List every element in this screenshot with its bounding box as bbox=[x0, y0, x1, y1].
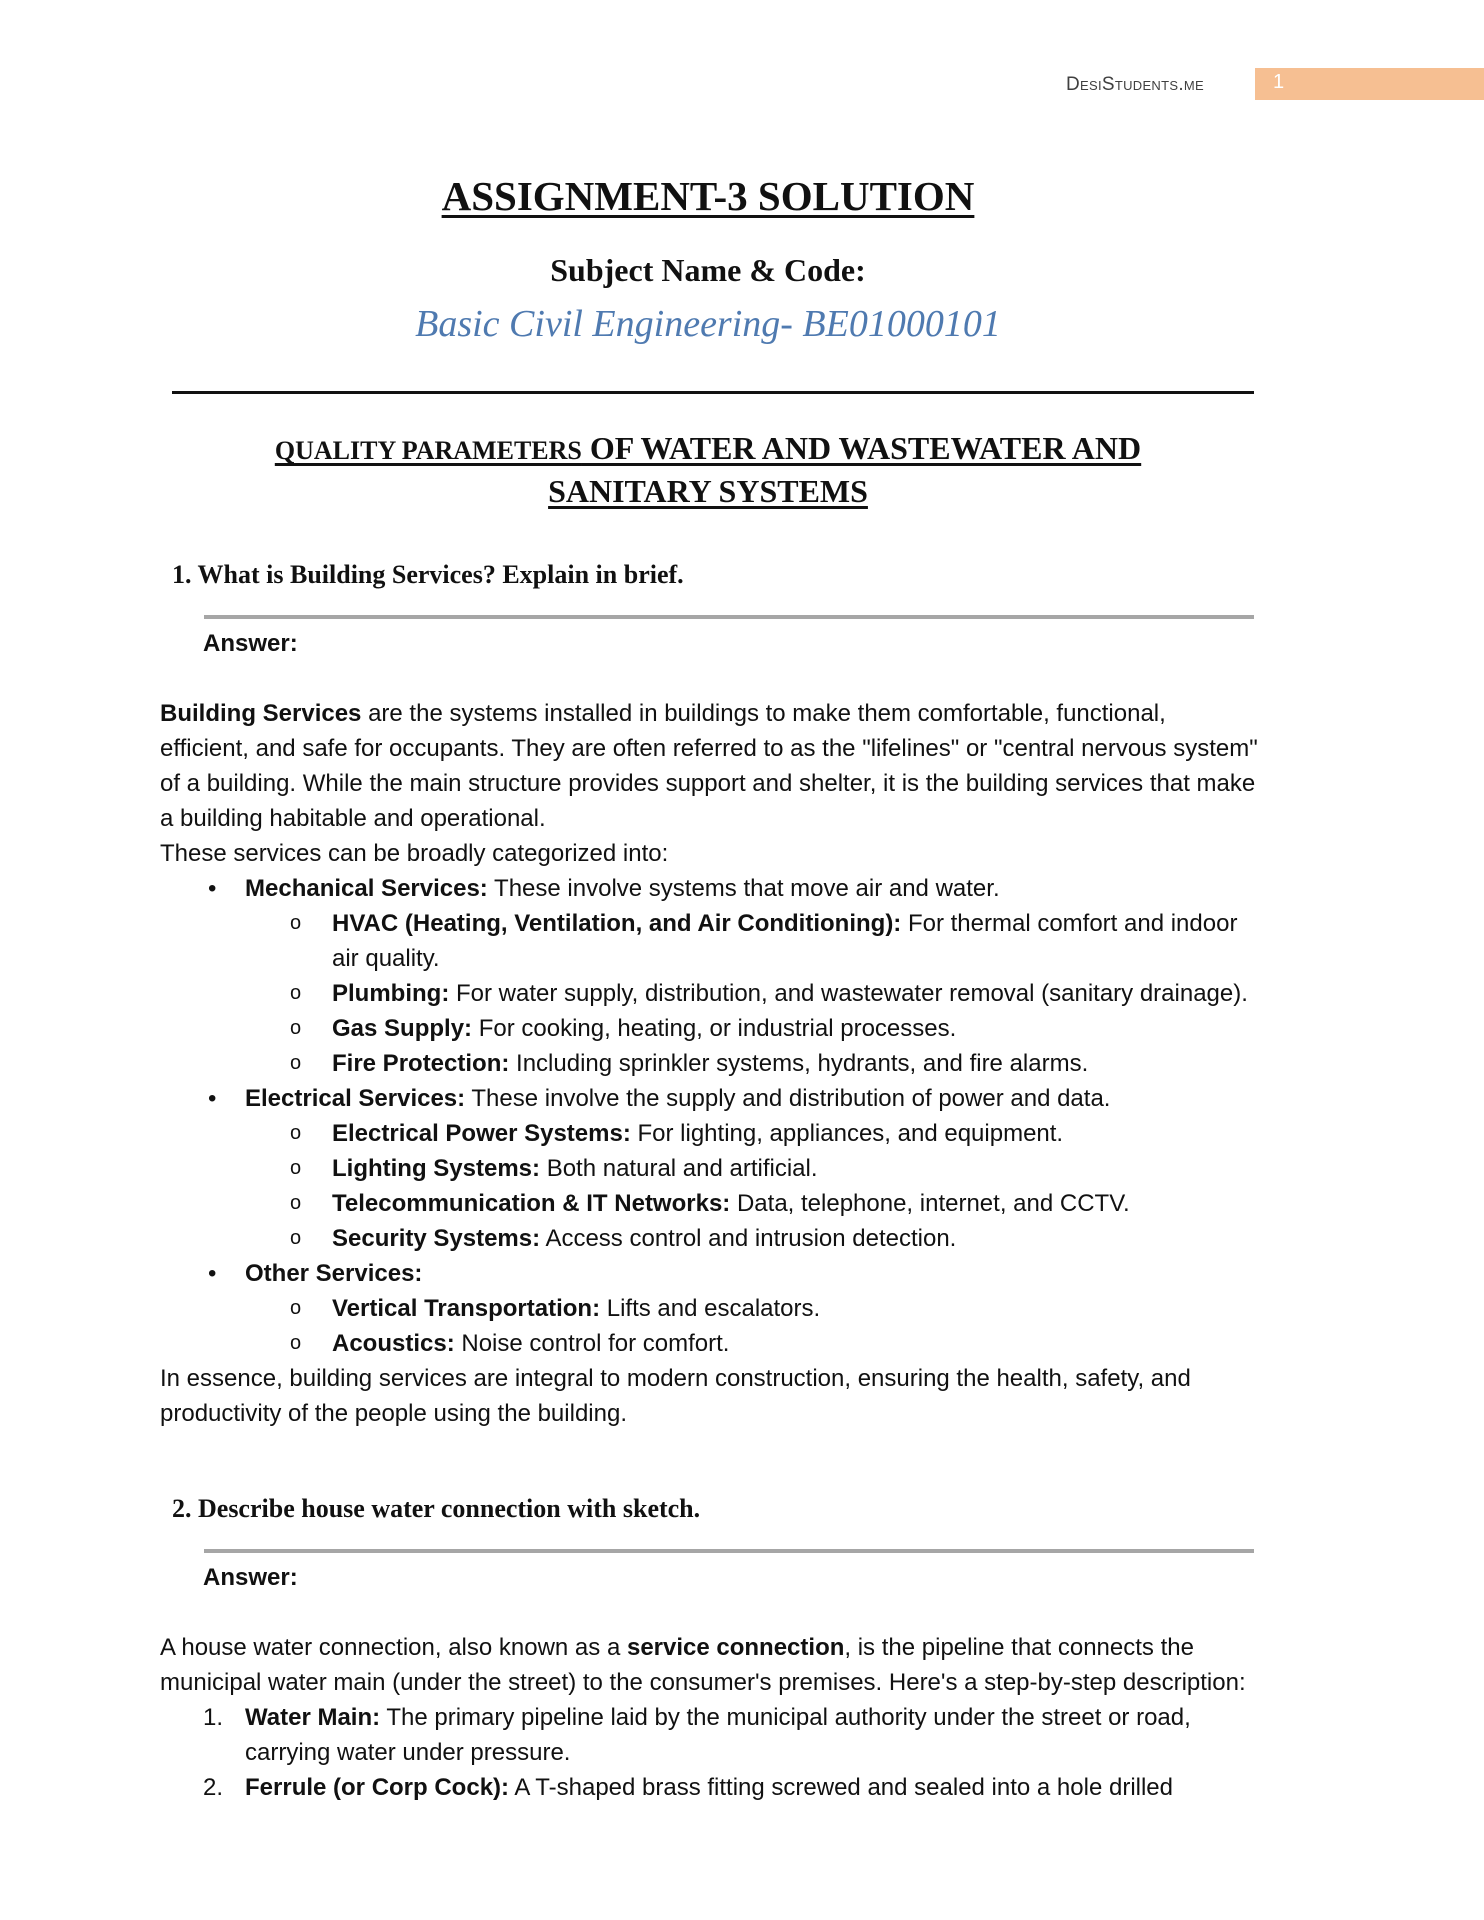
header-site-name: DesiStudents.me bbox=[1066, 74, 1205, 95]
list-item-mechanical: • Mechanical Services: These involve systems that move air and water. bbox=[160, 871, 1260, 906]
circle-bullet-icon: o bbox=[290, 1227, 302, 1249]
list-item-water-main: 1. Water Main: The primary pipeline laid by the municipal authority under the street or road, carrying water under pressure. bbox=[160, 1700, 1260, 1770]
list-item-ferrule: 2. Ferrule (or Corp Cock): A T-shaped brass fitting screwed and sealed into a hole drilled bbox=[160, 1770, 1260, 1805]
answer-2-intro: A house water connection, also known as a service connection, is the pipeline that connects the municipal water main (under the street) to the consumer's premises. Here's a step-by-step description: bbox=[160, 1634, 1246, 1696]
list-item-electrical: • Electrical Services: These involve the supply and distribution of power and data. bbox=[160, 1081, 1260, 1116]
bullet-icon: • bbox=[208, 875, 217, 902]
list-item-plumbing: o Plumbing: For water supply, distribution, and wastewater removal (sanitary drainage). bbox=[160, 976, 1260, 1011]
answer-1-body bbox=[160, 696, 1260, 1431]
step-number: 2. bbox=[203, 1774, 224, 1801]
list-item-lighting: o Lighting Systems: Both natural and artificial. bbox=[160, 1151, 1260, 1186]
list-item-vertical-transport: o Vertical Transportation: Lifts and escalators. bbox=[160, 1291, 1260, 1326]
circle-bullet-icon: o bbox=[290, 982, 302, 1004]
answer-1-conclusion: In essence, building services are integral to modern construction, ensuring the health, safety, and productivity of the people using the building. bbox=[160, 1365, 1191, 1427]
list-item-telecom: o Telecommunication & IT Networks: Data, telephone, internet, and CCTV. bbox=[160, 1186, 1260, 1221]
bullet-icon: • bbox=[208, 1085, 217, 1112]
list-item-fire-protection: o Fire Protection: Including sprinkler systems, hydrants, and fire alarms. bbox=[160, 1046, 1260, 1081]
list-item-other: • Other Services: bbox=[160, 1256, 1260, 1291]
answer-label-2: Answer: bbox=[203, 1564, 298, 1591]
circle-bullet-icon: o bbox=[290, 912, 302, 934]
answer-label-1: Answer: bbox=[203, 630, 298, 657]
circle-bullet-icon: o bbox=[290, 1332, 302, 1354]
list-item-acoustics: o Acoustics: Noise control for comfort. bbox=[160, 1326, 1260, 1361]
circle-bullet-icon: o bbox=[290, 1157, 302, 1179]
divider-rule bbox=[172, 391, 1254, 394]
circle-bullet-icon: o bbox=[290, 1052, 302, 1074]
document-title: ASSIGNMENT-3 SOLUTION bbox=[441, 173, 975, 219]
page-number-box bbox=[1255, 68, 1484, 100]
bullet-icon: • bbox=[208, 1260, 217, 1287]
page-number: 1 bbox=[1273, 71, 1285, 93]
subject-value: Basic Civil Engineering- BE01000101 bbox=[415, 303, 1001, 345]
section-heading: QUALITY PARAMETERS OF WATER AND WASTEWATER AND SANITARY SYSTEMS bbox=[274, 430, 1142, 509]
question-1-rule bbox=[204, 615, 1254, 619]
list-item-gas-supply: o Gas Supply: For cooking, heating, or industrial processes. bbox=[160, 1011, 1260, 1046]
circle-bullet-icon: o bbox=[290, 1122, 302, 1144]
answer-1-categorize: These services can be broadly categorized into: bbox=[160, 840, 669, 867]
circle-bullet-icon: o bbox=[290, 1192, 302, 1214]
subject-label: Subject Name & Code: bbox=[550, 252, 866, 288]
circle-bullet-icon: o bbox=[290, 1297, 302, 1319]
list-item-security: o Security Systems: Access control and intrusion detection. bbox=[160, 1221, 1260, 1256]
answer-1-intro: Building Services are the systems installed in buildings to make them comfortable, functional, efficient, and safe for occupants. They are often referred to as the "lifelines" or "central nervous system" of a building. While the main structure provides support and shelter, it is the building services that make a building habitable and operational. bbox=[160, 700, 1258, 832]
circle-bullet-icon: o bbox=[290, 1017, 302, 1039]
question-2: 2. Describe house water connection with sketch. bbox=[172, 1494, 701, 1523]
step-number: 1. bbox=[203, 1704, 224, 1731]
list-item-electrical-power: o Electrical Power Systems: For lighting, appliances, and equipment. bbox=[160, 1116, 1260, 1151]
answer-2-body bbox=[160, 1630, 1260, 1805]
list-item-hvac: o HVAC (Heating, Ventilation, and Air Conditioning): For thermal comfort and indoor air quality. bbox=[160, 906, 1260, 976]
question-1: 1. What is Building Services? Explain in brief. bbox=[172, 560, 684, 589]
question-2-rule bbox=[204, 1549, 1254, 1553]
